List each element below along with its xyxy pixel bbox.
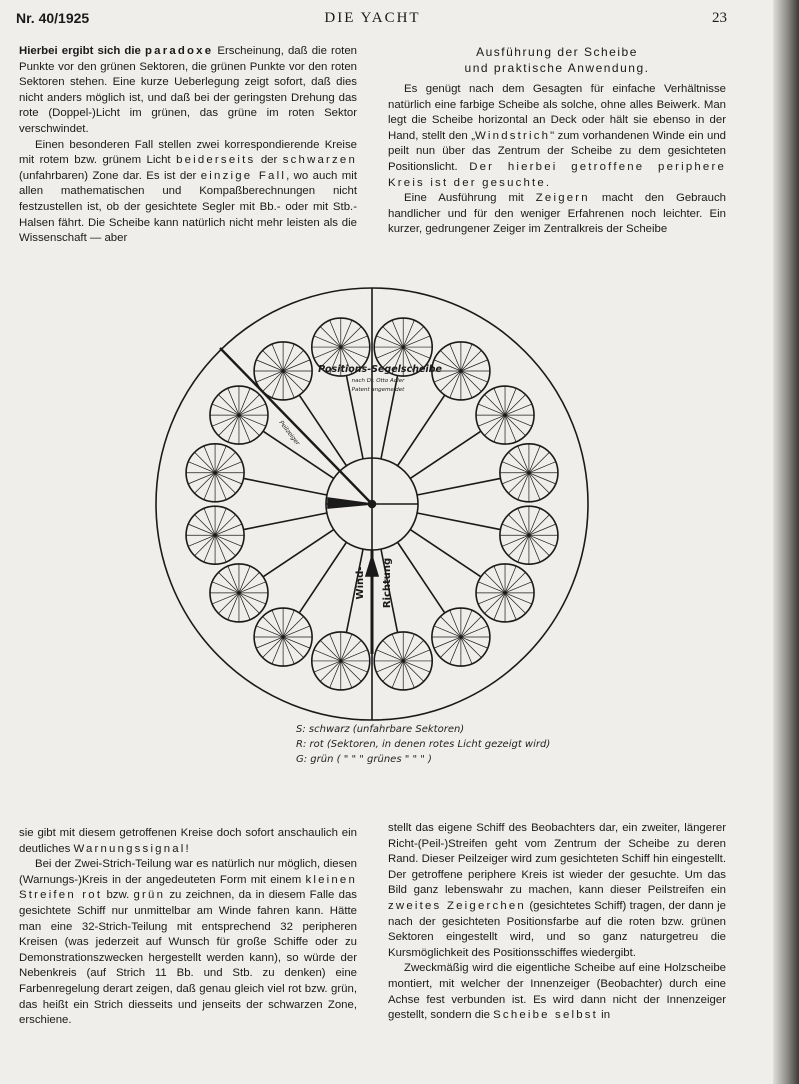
spaced-emphasis: kleinen Streifen rot bbox=[19, 873, 357, 902]
text-column-bottom-right bbox=[388, 821, 726, 1024]
text-span: sie gibt mit diesem getroffenen Kreise doch sofort anschaulich ein deutliches bbox=[19, 827, 357, 855]
text-span: Erscheinung, daß die roten Punkte vor den grünen Sektoren, die grünen Punkte vor den roten Sektoren stehen. Eine kurze Ueberlegung zeigt sofort, daß dies nicht anders möglich ist, und daß bei der geringsten Drehung das rote (Doppel-)Licht im grünen, das grüne im roten Sektor verschwindet. bbox=[19, 45, 358, 135]
radial-spoke bbox=[398, 542, 445, 613]
radial-spoke bbox=[410, 431, 481, 478]
text-span: Bei der Zwei-Strich-Teilung war es natürlich nur möglich, diesen (Warnungs-)Kreis in der angedeuteten Form mit einem bbox=[19, 858, 357, 886]
spaced-emphasis: grün bbox=[133, 889, 166, 902]
text-span: der bbox=[255, 154, 283, 167]
spaced-emphasis: beiderseits bbox=[176, 154, 256, 167]
spaced-emphasis: Zeigern bbox=[535, 192, 590, 205]
spaced-emphasis: paradoxe bbox=[145, 45, 214, 57]
paragraph bbox=[19, 857, 357, 1029]
radial-spoke bbox=[398, 395, 445, 466]
radial-spoke bbox=[244, 478, 327, 495]
text-column-top-right bbox=[388, 44, 726, 238]
section-heading bbox=[388, 44, 726, 76]
text-span: (unfahrbaren) Zone dar. Es ist der bbox=[19, 169, 201, 182]
spaced-emphasis: zweites Zeigerchen bbox=[388, 899, 526, 912]
diagram-patent: Patent angemeldet bbox=[351, 387, 405, 393]
diagram-title: Positions-Segelscheibe bbox=[318, 364, 442, 375]
text-span: Hierbei ergibt sich die bbox=[19, 45, 145, 57]
text-span: stellt das eigene Schiff des Beobachters dar, ein zweiter, längerer Richt-(Peil-)Streifen geht vom Zentrum der Scheibe zu deren Rand. Dieser Peilzeiger wird zum gesichteten Schiff hin eingestellt. Der getroffene periphere Kreis ist wieder der gesuchte. Um das Bild ganz lebenswahr zu machen, kann dieser Peilstreifen ein bbox=[388, 822, 726, 897]
radial-spoke bbox=[263, 530, 334, 577]
radial-spoke bbox=[410, 530, 481, 577]
magazine-title: DIE YACHT bbox=[324, 10, 421, 26]
peilzeiger-label: Peilzeiger bbox=[277, 419, 301, 447]
spaced-emphasis: Scheibe selbst bbox=[493, 1009, 599, 1022]
diagram-subtitle: nach Dr. Otto Adler bbox=[351, 378, 405, 384]
text-span: Eine Ausführung mit bbox=[404, 192, 536, 205]
spaced-emphasis: Der hierbei getroffene periphere Kreis ist der gesuchte. bbox=[388, 160, 726, 189]
paragraph bbox=[19, 826, 357, 857]
paragraph bbox=[19, 138, 357, 247]
text-span: , wo auch mit allen mathematischen und Kompaßberechnungen nicht festzustellen ist, ob der gesichtete Segler mit Bb.- oder mit Stb.-Halsen fährt. Die Scheibe kann natürlich nicht mehr leisten als die Wissenschaft — aber bbox=[19, 169, 357, 245]
text-span: " zum vorhandenen Winde ein und peilt nun über das Zentrum der Scheibe zu dem gesichteten Positionslicht. bbox=[388, 129, 726, 173]
legend-black: S: schwarz (unfahrbare Sektoren) bbox=[296, 724, 465, 735]
book-gutter-shadow bbox=[773, 0, 799, 1084]
text-span: zu zeichnen, da in diesem Falle das gesichtete Schiff nur unmittelbar am Winde fahren kann. Hätte man eine 32-Strich-Teilung mit entsprechend 32 peripheren Kreisen (was jederzeit auf Wunsch für große Schiffe oder zu Demonstrationszwecken hergestellt werden kann), so würde der Nebenkreis (auf Strich 11 Bb. und Stb. zu denken) eine Farbenregelung derart zeigen, daß genau gleich viel rot bzw. grün, das heißt ein Strich diesseits und jenseits der schwarzen Zone, erschiene. bbox=[19, 889, 357, 1027]
radial-spoke bbox=[417, 513, 500, 530]
legend-green: G: grün ( " " " grünes " " " ) bbox=[296, 754, 432, 765]
paragraph bbox=[19, 44, 357, 138]
positions-segelscheibe-diagram bbox=[120, 268, 640, 783]
paragraph bbox=[388, 191, 726, 238]
paragraph bbox=[388, 961, 726, 1023]
center-pivot bbox=[369, 501, 376, 508]
spaced-emphasis: Warnungssignal! bbox=[73, 842, 191, 855]
legend-red: R: rot (Sektoren, in denen rotes Licht gezeigt wird) bbox=[296, 739, 551, 750]
paragraph bbox=[388, 82, 726, 191]
text-span: Zweckmäßig wird die eigentliche Scheibe auf eine Holzscheibe montiert, mit welcher der Innenzeiger (Beobachter) durch eine Achse fest verbunden ist. Es wird dann nicht der Innenzeiger gestellt, sondern die bbox=[388, 962, 726, 1022]
section-heading-line-2: und praktische Anwendung. bbox=[464, 61, 650, 75]
spaced-emphasis: einzige Fall bbox=[200, 169, 287, 182]
text-column-top-left bbox=[19, 44, 357, 247]
wind-label-2: Richtung bbox=[382, 557, 393, 609]
paragraph bbox=[388, 821, 726, 961]
text-span: Einen besonderen Fall stellen zwei korrespondierende Kreise mit rotem bzw. grünem Licht bbox=[19, 138, 357, 167]
section-heading-line-1: Ausführung der Scheibe bbox=[476, 45, 638, 59]
text-span: Es genügt nach dem Gesagten für einfache Verhältnisse natürlich eine farbige Scheibe als solche, ohne alles Beiwerk. Man legt die Scheibe horizontal an Deck oder hält sie ebenso in der Hand, stellt den „ bbox=[388, 83, 726, 142]
beobachter-pointer bbox=[328, 498, 372, 508]
radial-spoke bbox=[417, 478, 500, 495]
wind-label-1: Wind- bbox=[355, 566, 366, 600]
text-column-bottom-left bbox=[19, 826, 357, 1029]
spaced-emphasis: Windstrich bbox=[474, 129, 551, 142]
text-span: in bbox=[598, 1009, 611, 1022]
spaced-emphasis: schwarzen bbox=[282, 154, 357, 167]
issue-number: Nr. 40/1925 bbox=[16, 10, 90, 26]
page-number: 23 bbox=[712, 10, 727, 26]
radial-spoke bbox=[244, 513, 327, 530]
radial-spoke bbox=[299, 542, 346, 613]
text-span: (gesichtetes Schiff) tragen, der dann je nach der gesichteten Positionsfarbe auf die roten bzw. grünen Sektoren eingestellt wird, und so ganz naturgetreu die Kursmöglichkeit des Positionsschiffes wiedergibt. bbox=[388, 899, 727, 959]
diagram-legend bbox=[296, 722, 550, 767]
text-span: macht den Gebrauch handlicher und für den weniger Erfahrenen noch leichter. Ein kurzer, gedrungener Zeiger im Zentralkreis der Scheibe bbox=[388, 192, 726, 236]
wind-arrow-head bbox=[366, 556, 378, 576]
text-span: bzw. bbox=[102, 889, 134, 902]
